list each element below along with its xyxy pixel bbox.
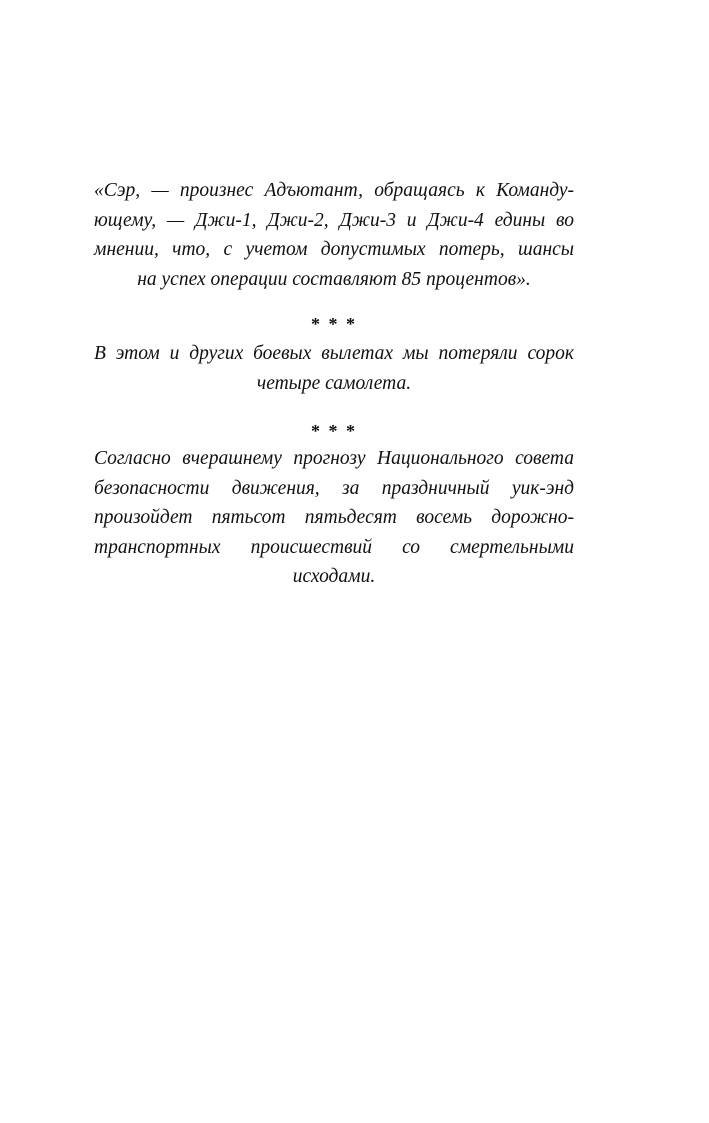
text-line: четыре самолета. xyxy=(256,372,412,394)
text-line: мнении, что, с учетом допустимых потерь, шансы xyxy=(94,239,574,260)
text-line: на успех операции составляют 85 процентов». xyxy=(137,268,531,290)
text-line: безопасности движения, за праздничный уик-энд xyxy=(94,477,574,499)
quote-paragraph xyxy=(94,176,574,294)
section-separator: * * * xyxy=(311,314,357,334)
section-separator: * * * xyxy=(311,421,357,441)
text-line: ющему, — Джи-1, Джи-2, Джи-3 и Джи-4 едины во xyxy=(94,209,574,231)
losses-paragraph xyxy=(94,339,574,398)
text-line: произойдет пятьсот пятьдесят восемь дорожно- xyxy=(94,507,574,528)
text-line: Согласно вчерашнему прогнозу Национального совета xyxy=(94,448,574,469)
text-line: исходами. xyxy=(292,566,376,587)
text-line: «Сэр, — произнес Адъютант, обращаясь к Команду- xyxy=(94,180,574,201)
text-line: В этом и других боевых вылетах мы потеряли сорок xyxy=(94,343,574,364)
text-line: транспортных происшествий со смертельными xyxy=(94,536,574,558)
forecast-paragraph xyxy=(94,444,574,592)
